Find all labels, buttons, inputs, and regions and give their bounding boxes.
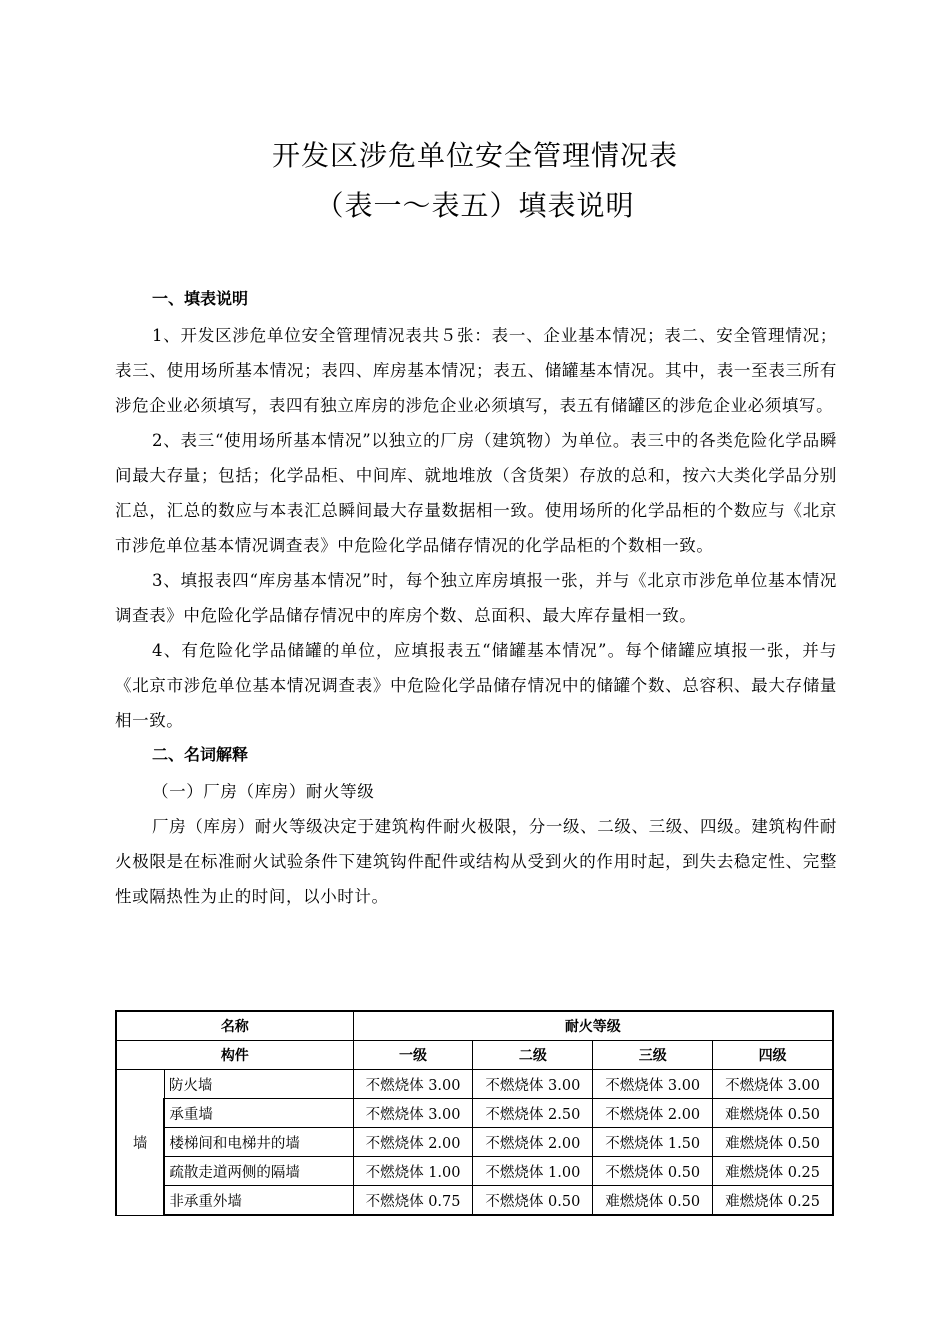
category-cell: 墙: [116, 1070, 164, 1216]
value-cell: 不燃烧体 3.00: [713, 1070, 833, 1099]
value-cell: 不燃烧体 1.00: [473, 1157, 593, 1186]
value-cell: 不燃烧体 2.00: [473, 1128, 593, 1157]
instruction-paragraph-4: 4、有危险化学品储罐的单位，应填报表五“储罐基本情况”。每个储罐应填报一张，并与《北京市涉危单位基本情况调查表》中危险化学品储存情况中的储罐个数、总容积、最大存储量相一致。: [115, 641, 837, 730]
table-header-row: [116, 1011, 833, 1041]
table-row: [116, 1157, 833, 1186]
value-cell: 不燃烧体 3.00: [353, 1099, 473, 1128]
header-level-3: 三级: [593, 1041, 713, 1070]
component-cell: 楼梯间和电梯井的墙: [164, 1128, 353, 1157]
table-row: [116, 1186, 833, 1216]
value-cell: 不燃烧体 0.50: [473, 1186, 593, 1216]
header-level-2: 二级: [473, 1041, 593, 1070]
instruction-paragraph-2: 2、表三“使用场所基本情况”以独立的厂房（建筑物）为单位。表三中的各类危险化学品瞬间最大存量；包括；化学品柜、中间库、就地堆放（含货架）存放的总和，按六大类化学品分别汇总，汇总的数应与本表汇总瞬间最大存量数据相一致。使用场所的化学品柜的个数应与《北京市涉危单位基本情况调查表》中危险化学品储存情况的化学品柜的个数相一致。: [115, 431, 837, 555]
instruction-paragraph-1: 1、开发区涉危单位安全管理情况表共５张：表一、企业基本情况；表二、安全管理情况；表三、使用场所基本情况；表四、库房基本情况；表五、储罐基本情况。其中，表一至表三所有涉危企业必须填写，表四有独立库房的涉危企业必须填写，表五有储罐区的涉危企业必须填写。: [115, 326, 837, 415]
fire-resistance-table: [115, 1010, 834, 1216]
value-cell: 难燃烧体 0.25: [713, 1157, 833, 1186]
header-level-4: 四级: [713, 1041, 833, 1070]
component-cell: 疏散走道两侧的隔墙: [164, 1157, 353, 1186]
section-heading-terms: 二、名词解释: [152, 745, 249, 764]
value-cell: 不燃烧体 3.00: [473, 1070, 593, 1099]
fire-rating-paragraph: 厂房（库房）耐火等级决定于建筑构件耐火极限，分一级、二级、三级、四级。建筑构件耐火极限是在标准耐火试验条件下建筑钩件配件或结构从受到火的作用时起，到失去稳定性、完整性或隔热性为止的时间，以小时计。: [115, 817, 837, 906]
subsection-heading-fire-rating: （一）厂房（库房）耐火等级: [152, 782, 375, 801]
header-level-1: 一级: [353, 1041, 473, 1070]
value-cell: 难燃烧体 0.50: [713, 1128, 833, 1157]
value-cell: 难燃烧体 0.25: [713, 1186, 833, 1216]
document-title: 开发区涉危单位安全管理情况表: [271, 139, 678, 172]
document-body: [115, 282, 837, 914]
document-subtitle: （表一～表五）填表说明: [315, 189, 635, 222]
value-cell: 不燃烧体 0.50: [593, 1157, 713, 1186]
value-cell: 不燃烧体 3.00: [593, 1070, 713, 1099]
instruction-paragraph-3: 3、填报表四“库房基本情况”时，每个独立库房填报一张，并与《北京市涉危单位基本情况调查表》中危险化学品储存情况中的库房个数、总面积、最大库存量相一致。: [115, 571, 837, 625]
value-cell: 不燃烧体 3.00: [353, 1070, 473, 1099]
header-name: 名称: [116, 1011, 353, 1041]
value-cell: 不燃烧体 2.00: [353, 1128, 473, 1157]
value-cell: 不燃烧体 1.50: [593, 1128, 713, 1157]
header-fire-rating: 耐火等级: [353, 1011, 833, 1041]
table-row: [116, 1070, 833, 1099]
value-cell: 难燃烧体 0.50: [593, 1186, 713, 1216]
section-heading-instructions: 一、填表说明: [152, 289, 249, 308]
table-row: [116, 1128, 833, 1157]
table-subheader-row: [116, 1041, 833, 1070]
header-component: 构件: [116, 1041, 353, 1070]
value-cell: 不燃烧体 2.00: [593, 1099, 713, 1128]
component-cell: 防火墙: [164, 1070, 353, 1099]
table-row: [116, 1099, 833, 1128]
component-cell: 承重墙: [164, 1099, 353, 1128]
value-cell: 难燃烧体 0.50: [713, 1099, 833, 1128]
value-cell: 不燃烧体 2.50: [473, 1099, 593, 1128]
value-cell: 不燃烧体 1.00: [353, 1157, 473, 1186]
value-cell: 不燃烧体 0.75: [353, 1186, 473, 1216]
component-cell: 非承重外墙: [164, 1186, 353, 1216]
